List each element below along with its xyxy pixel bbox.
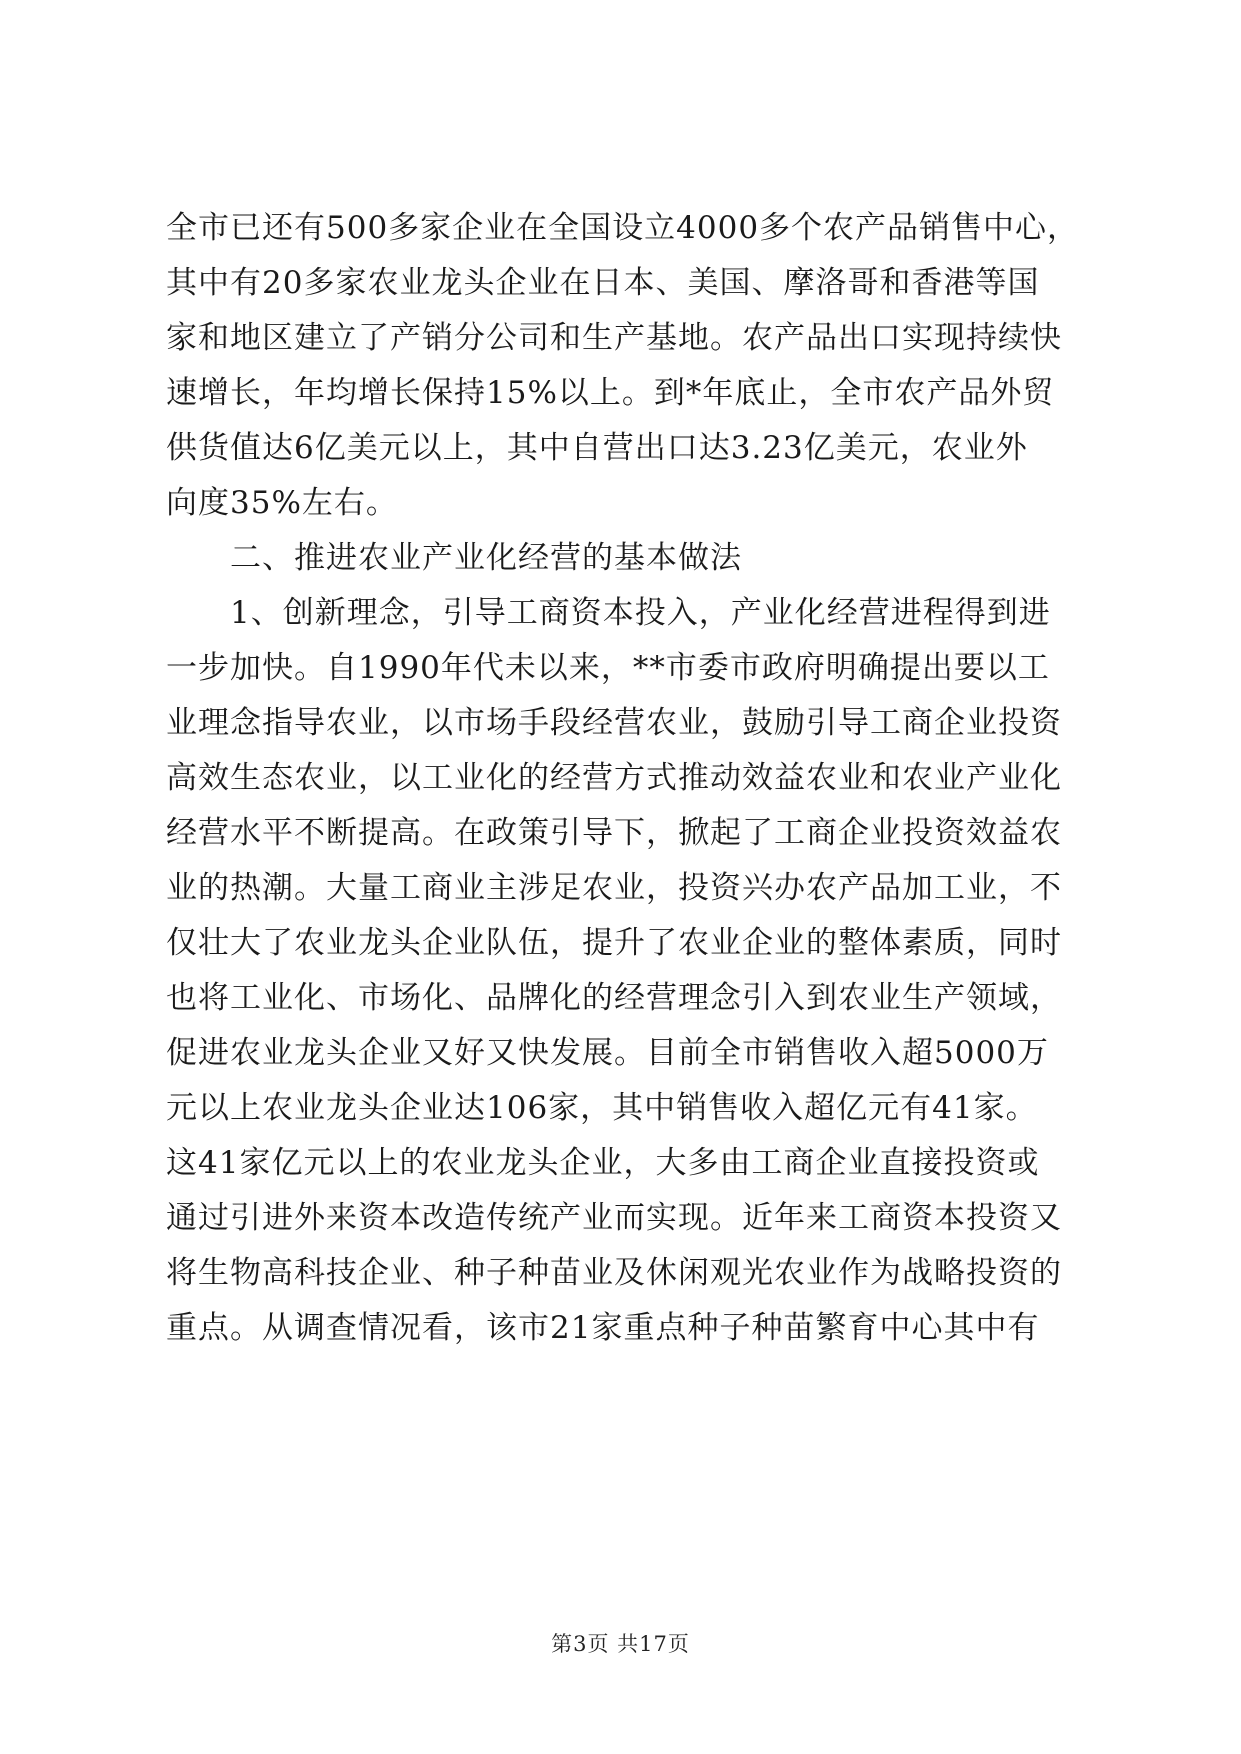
- text-line: 其中有20多家农业龙头企业在日本、美国、摩洛哥和香港等国: [166, 265, 1040, 301]
- text-line: 业的热潮。大量工商业主涉足农业，投资兴办农产品加工业，不: [166, 870, 1062, 906]
- text-line: 速增长，年均增长保持15%以上。到*年底止，全市农产品外贸: [166, 375, 1055, 411]
- text-line: 这41家亿元以上的农业龙头企业，大多由工商企业直接投资或: [166, 1145, 1040, 1181]
- text-line: 家和地区建立了产销分公司和生产基地。农产品出口实现持续快: [166, 320, 1062, 356]
- text-line: 供货值达6亿美元以上，其中自营出口达3.23亿美元，农业外: [166, 430, 1028, 466]
- text-line: 也将工业化、市场化、品牌化的经营理念引入到农业生产领域，: [166, 980, 1062, 1016]
- text-line: 通过引进外来资本改造传统产业而实现。近年来工商资本投资又: [166, 1200, 1062, 1236]
- section-heading: 二、推进农业产业化经营的基本做法: [230, 540, 742, 576]
- page-number-footer: 第3页 共17页: [551, 1632, 690, 1656]
- text-line: 重点。从调查情况看，该市21家重点种子种苗繁育中心其中有: [166, 1310, 1040, 1346]
- text-line: 1、创新理念，引导工商资本投入，产业化经营进程得到进: [230, 595, 1051, 631]
- text-line: 仅壮大了农业龙头企业队伍，提升了农业企业的整体素质，同时: [166, 925, 1062, 961]
- text-line: 促进农业龙头企业又好又快发展。目前全市销售收入超5000万: [166, 1035, 1049, 1071]
- text-line: 业理念指导农业，以市场手段经营农业，鼓励引导工商企业投资: [166, 705, 1062, 741]
- text-line: 元以上农业龙头企业达106家，其中销售收入超亿元有41家。: [166, 1090, 1038, 1126]
- text-line: 向度35%左右。: [166, 485, 398, 521]
- text-line: 一步加快。自1990年代未以来，**市委市政府明确提出要以工: [166, 650, 1050, 686]
- text-line: 高效生态农业，以工业化的经营方式推动效益农业和农业产业化: [166, 760, 1062, 796]
- text-line: 将生物高科技企业、种子种苗业及休闲观光农业作为战略投资的: [166, 1255, 1062, 1291]
- text-line: 经营水平不断提高。在政策引导下，掀起了工商企业投资效益农: [166, 815, 1062, 851]
- text-line: 全市已还有500多家企业在全国设立4000多个农产品销售中心，: [166, 210, 1080, 246]
